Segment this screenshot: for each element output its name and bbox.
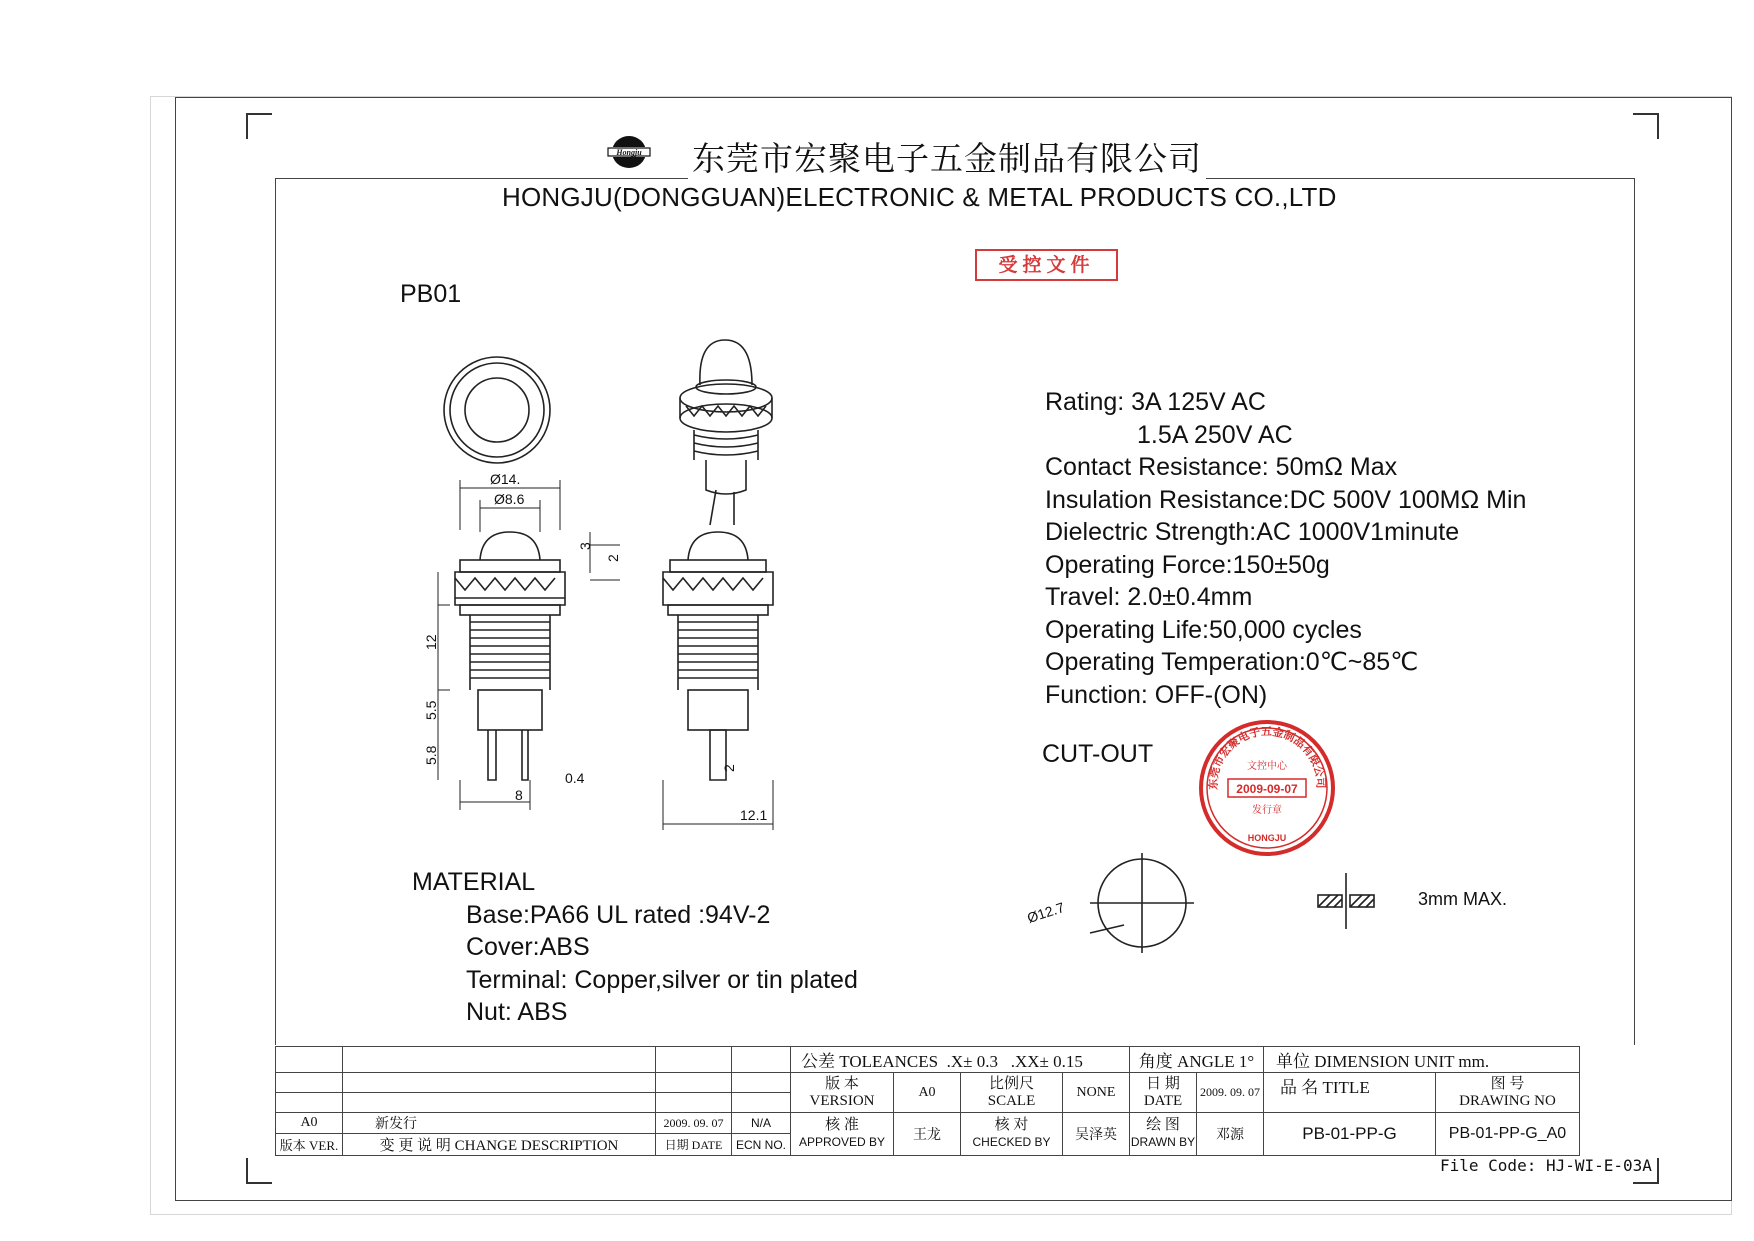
svg-text:12: 12 xyxy=(423,634,439,650)
svg-text:Ø14.: Ø14. xyxy=(490,471,521,487)
spec-insulation-resistance: Insulation Resistance:DC 500V 100MΩ Min xyxy=(1045,485,1527,514)
front-view-drawing xyxy=(455,532,565,780)
side-view-drawing xyxy=(663,532,773,780)
revision-description: 新发行 xyxy=(343,1113,656,1134)
svg-text:2: 2 xyxy=(605,554,621,562)
drawn-by-value: 邓源 xyxy=(1197,1113,1264,1156)
svg-text:2: 2 xyxy=(721,764,737,772)
svg-text:Hongju: Hongju xyxy=(616,148,642,157)
corner-mark-bottom-left xyxy=(246,1158,272,1184)
cutout-label: CUT-OUT xyxy=(1042,740,1154,768)
file-code: File Code: HJ-WI-E-03A xyxy=(1440,1156,1652,1175)
cutout-drawing xyxy=(1080,845,1420,955)
drawing-no-value: PB-01-PP-G_A0 xyxy=(1436,1113,1580,1156)
svg-text:发行章: 发行章 xyxy=(1252,805,1282,816)
title-value: PB-01-PP-G xyxy=(1264,1113,1436,1156)
checked-by-value: 吴泽英 xyxy=(1063,1113,1130,1156)
checked-by-header: 核 对 CHECKED BY xyxy=(961,1113,1063,1156)
corner-mark-top-left xyxy=(246,113,272,139)
version-header: 版 本 VERSION xyxy=(791,1073,894,1113)
company-seal xyxy=(1196,717,1338,859)
date-header: 日 期 DATE xyxy=(1130,1073,1197,1113)
spec-operating-life: Operating Life:50,000 cycles xyxy=(1045,615,1362,644)
svg-text:文控中心: 文控中心 xyxy=(1247,761,1287,772)
material-title: MATERIAL xyxy=(412,868,536,896)
svg-text:HONGJU: HONGJU xyxy=(1247,833,1287,843)
top-view-drawing xyxy=(444,357,550,463)
angle-label: 角度 ANGLE 1° xyxy=(1130,1047,1264,1073)
svg-text:12.1: 12.1 xyxy=(740,807,768,823)
svg-text:5.5: 5.5 xyxy=(423,700,439,720)
version-value: A0 xyxy=(894,1073,961,1113)
title-block xyxy=(275,1046,1580,1156)
approved-by-value: 王龙 xyxy=(894,1113,961,1156)
description-column-header: 变 更 说 明 CHANGE DESCRIPTION xyxy=(343,1134,656,1156)
scale-value: NONE xyxy=(1063,1073,1130,1113)
svg-text:3: 3 xyxy=(577,542,593,550)
revision-ecn: N/A xyxy=(732,1113,791,1134)
version-column-header: 版本 VER. xyxy=(276,1134,343,1156)
material-section xyxy=(412,866,858,1029)
date-column-header: 日期 DATE xyxy=(656,1134,732,1156)
perspective-view-drawing xyxy=(680,340,772,525)
switch-drawings xyxy=(423,340,850,840)
material-terminal: Terminal: Copper,silver or tin plated xyxy=(466,965,858,994)
material-base: Base:PA66 UL rated :94V-2 xyxy=(466,900,771,929)
svg-text:东莞市宏聚电子五金制品有限公司: 东莞市宏聚电子五金制品有限公司 xyxy=(1206,724,1328,790)
cutout-diameter-label: Ø12.7 xyxy=(1025,898,1067,926)
drawn-by-header: 绘 图 DRAWN BY xyxy=(1130,1113,1197,1156)
spec-travel: Travel: 2.0±0.4mm xyxy=(1045,583,1253,611)
spec-dielectric-strength: Dielectric Strength:AC 1000V1minute xyxy=(1045,518,1460,546)
approved-by-header: 核 准 APPROVED BY xyxy=(791,1113,894,1156)
spec-rating: Rating: 3A 125V AC xyxy=(1045,388,1266,416)
title-header: 品 名 TITLE xyxy=(1264,1073,1436,1113)
material-cover: Cover:ABS xyxy=(466,933,590,961)
corner-mark-top-right xyxy=(1633,113,1659,139)
revision-date: 2009. 09. 07 xyxy=(656,1113,732,1134)
spec-function: Function: OFF-(ON) xyxy=(1045,680,1268,709)
controlled-document-stamp: 受控文件 xyxy=(975,249,1118,281)
spec-contact-resistance: Contact Resistance: 50mΩ Max xyxy=(1045,453,1398,481)
date-value: 2009. 09. 07 xyxy=(1197,1073,1264,1113)
dimension-unit-label: 单位 DIMENSION UNIT mm. xyxy=(1264,1047,1580,1073)
ecn-column-header: ECN NO. xyxy=(732,1134,791,1156)
svg-text:8: 8 xyxy=(515,787,523,803)
material-nut: Nut: ABS xyxy=(466,998,568,1026)
scale-header: 比例尺 SCALE xyxy=(961,1073,1063,1113)
svg-text:5.8: 5.8 xyxy=(423,745,439,765)
tolerances-label: 公差 TOLEANCES .X± 0.3 .XX± 0.15 xyxy=(791,1047,1130,1073)
svg-text:Ø8.6: Ø8.6 xyxy=(494,491,525,507)
svg-text:2009-09-07: 2009-09-07 xyxy=(1236,782,1298,796)
spec-operating-force: Operating Force:150±50g xyxy=(1045,550,1330,579)
company-name-chinese: 东莞市宏聚电子五金制品有限公司 xyxy=(688,133,1206,180)
drawing-no-header: 图 号 DRAWING NO xyxy=(1436,1073,1580,1113)
company-logo-icon xyxy=(604,133,654,171)
revision-version: A0 xyxy=(276,1113,343,1134)
specifications-list xyxy=(1045,386,1526,711)
svg-text:0.4: 0.4 xyxy=(565,770,585,786)
model-number: PB01 xyxy=(400,280,462,308)
spec-operating-temperature: Operating Temperation:0℃~85℃ xyxy=(1045,648,1419,676)
spec-rating-alt: 1.5A 250V AC xyxy=(1137,420,1293,449)
company-name-english: HONGJU(DONGGUAN)ELECTRONIC & METAL PRODUCTS CO.,LTD xyxy=(486,182,1353,213)
cutout-max-thickness: 3mm MAX. xyxy=(1418,889,1508,909)
